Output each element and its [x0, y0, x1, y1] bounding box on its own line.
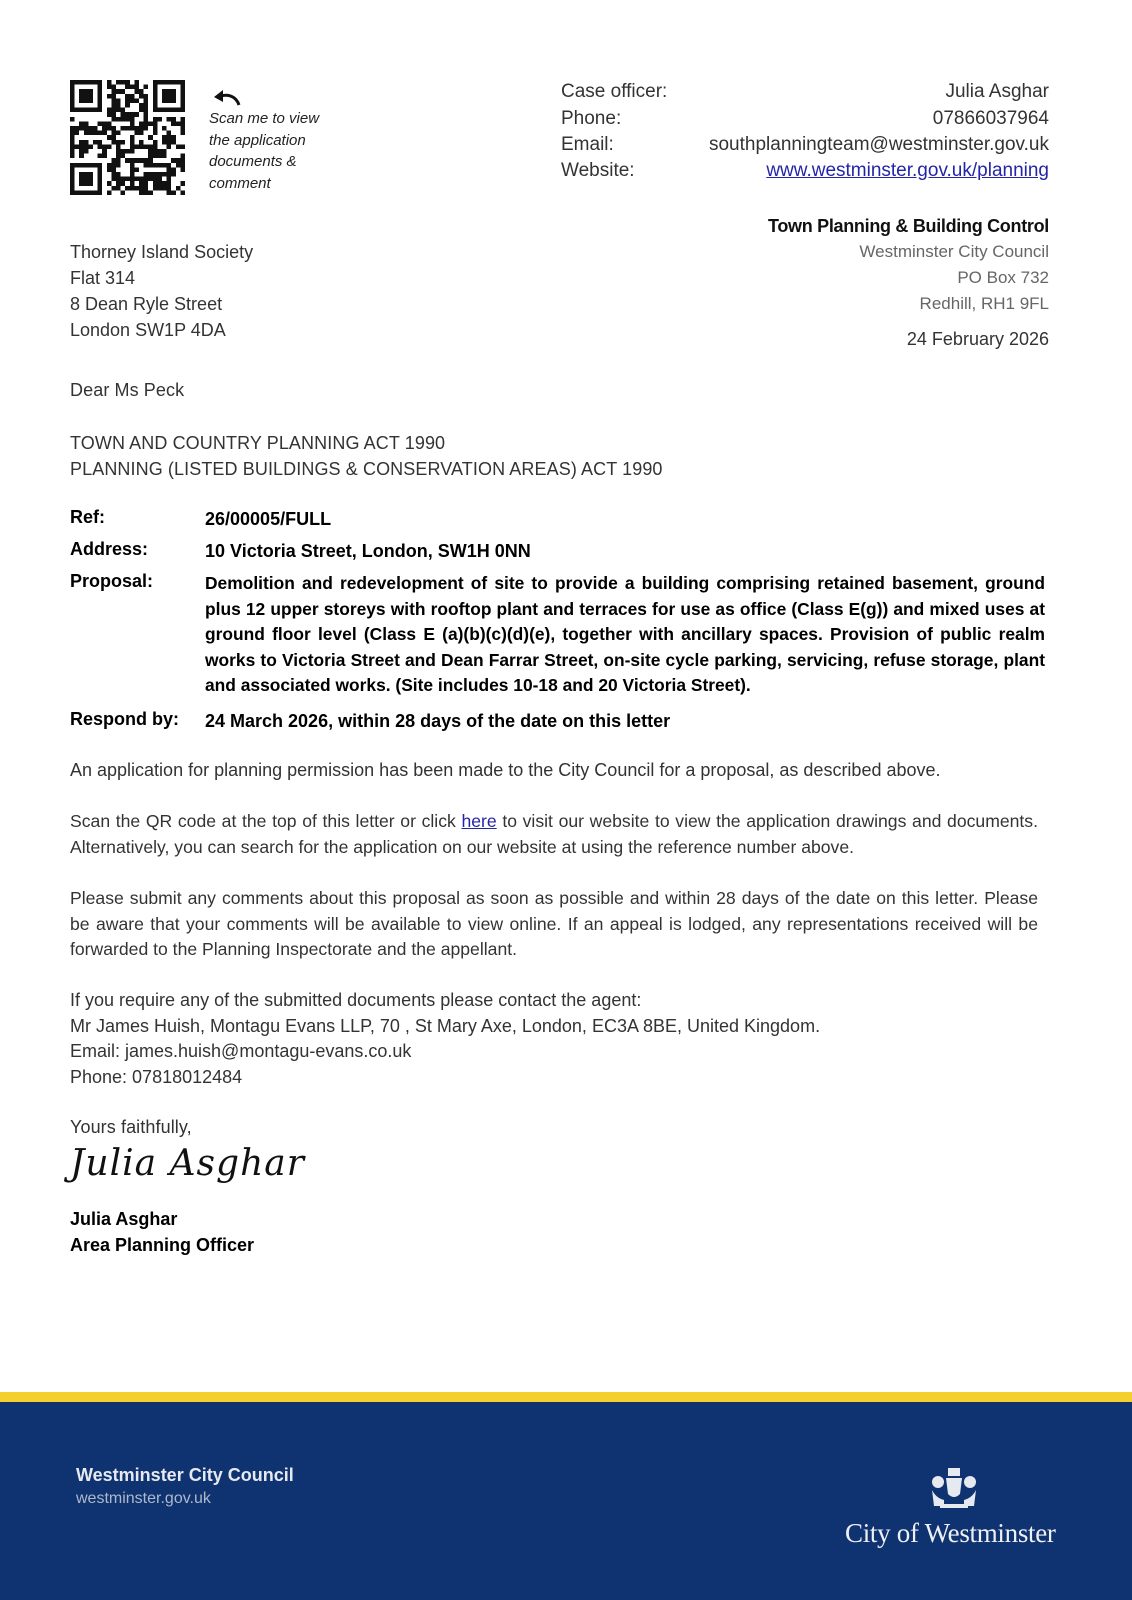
signatory-name: Julia Asghar: [70, 1209, 178, 1229]
case-officer-value: Julia Asghar: [945, 81, 1049, 102]
agent-block: [70, 988, 1038, 1090]
website-label: Website:: [561, 160, 635, 181]
body-paragraph: An application for planning permission has been made to the City Council for a proposal, as described above.: [70, 760, 941, 780]
city-of-westminster-logo: City of Westminster: [845, 1518, 1056, 1548]
email-label: Email:: [561, 134, 614, 155]
website-link[interactable]: www.westminster.gov.uk/planning: [766, 160, 1049, 181]
council-address: [768, 213, 1049, 317]
respond-row: [70, 709, 1045, 735]
recipient-line: London SW1P 4DA: [70, 320, 226, 340]
curved-arrow-icon: [212, 88, 242, 108]
proposal-row: [70, 571, 1045, 703]
address-row: [70, 539, 1045, 565]
acts: [70, 431, 663, 482]
recipient-line: 8 Dean Ryle Street: [70, 294, 223, 314]
email-value: southplanningteam@westminster.gov.uk: [708, 134, 1049, 155]
closing: Yours faithfully,: [70, 1117, 192, 1137]
agent-address: Mr James Huish, Montagu Evans LLP, 70 , St Mary Axe, London, EC3A 8BE, United Kingdom.: [70, 1015, 821, 1036]
respond-label: Respond by:: [70, 709, 180, 729]
ref-row: [70, 507, 1045, 533]
council-town: Redhill, RH1 9FL: [919, 294, 1049, 313]
qr-caption-line: comment: [209, 174, 271, 192]
phone-value: 07866037964: [932, 108, 1049, 129]
recipient-line: Thorney Island Society: [70, 242, 254, 262]
footer-stripe: [0, 1392, 1132, 1402]
recipient-address: [70, 239, 253, 343]
qr-caption-line: documents &: [209, 153, 297, 170]
qr-code[interactable]: [70, 80, 185, 195]
agent-phone: Phone: 07818012484: [70, 1066, 243, 1087]
qr-instruction-paragraph: [70, 809, 1038, 860]
signatory-title: Area Planning Officer: [70, 1234, 255, 1255]
letter-date: 24 February 2026: [906, 329, 1049, 349]
address-label: Address:: [70, 539, 149, 559]
case-officer-row: [561, 81, 1049, 106]
act-line: TOWN AND COUNTRY PLANNING ACT 1990: [70, 433, 446, 453]
proposal-value: Demolition and redevelopment of site to provide a building comprising retained basement, ground plus 12 upper storeys with rooftop plant and terraces for use as office (Class E(g)) and mixed uses at ground floor level (Class E (a)(b)(c)(d)(e), together with ancillary spaces. Provision of public realm works to Victoria Street and Dean Farrar Street, on-site cycle parking, servicing, refuse storage, plant and associated works. (Site includes 10-18 and 20 Victoria Street).: [205, 573, 1045, 696]
paragraph-text: to visit our website to view the application drawings and documents. Alternatively, you can search for the application on our website at using the reference number above.: [70, 811, 1038, 857]
qr-caption-line: Scan me to view: [209, 110, 320, 127]
case-officer-label: Case officer:: [561, 81, 668, 102]
council-po-box: PO Box 732: [957, 268, 1049, 287]
handwritten-signature: Julia Asghar: [70, 1143, 305, 1184]
agent-intro: If you require any of the submitted documents please contact the agent:: [70, 990, 642, 1010]
council-name: Westminster City Council: [859, 242, 1049, 261]
footer-website: westminster.gov.uk: [76, 1490, 211, 1507]
signatory: [70, 1207, 254, 1258]
crest-icon: [926, 1466, 982, 1510]
qr-caption-line: the application: [209, 131, 306, 149]
phone-row: [561, 108, 1049, 133]
footer-org-name: Westminster City Council: [76, 1465, 294, 1485]
agent-email: Email: james.huish@montagu-evans.co.uk: [70, 1041, 412, 1062]
email-row: [561, 134, 1049, 159]
respond-value: 24 March 2026, within 28 days of the date on this letter: [205, 711, 671, 731]
proposal-label: Proposal:: [70, 571, 154, 591]
ref-value: 26/00005/FULL: [205, 509, 332, 529]
phone-label: Phone:: [561, 108, 622, 129]
recipient-line: Flat 314: [70, 268, 136, 288]
salutation: Dear Ms Peck: [70, 380, 185, 400]
here-link[interactable]: here: [461, 811, 497, 831]
website-row: [561, 160, 1049, 185]
qr-caption: [209, 108, 339, 194]
paragraph-text: Scan the QR code at the top of this letter or click: [70, 811, 462, 831]
address-value: 10 Victoria Street, London, SW1H 0NN: [205, 541, 531, 561]
comments-paragraph: Please submit any comments about this proposal as soon as possible and within 28 days of the date on this letter. Please be aware that your comments will be available to view online. If an appeal is lodged, any representations received will be forwarded to the Planning Inspectorate and the appellant.: [70, 888, 1038, 960]
department-name: Town Planning & Building Control: [767, 216, 1049, 236]
ref-label: Ref:: [70, 507, 105, 527]
act-line: PLANNING (LISTED BUILDINGS & CONSERVATION AREAS) ACT 1990: [70, 458, 663, 479]
